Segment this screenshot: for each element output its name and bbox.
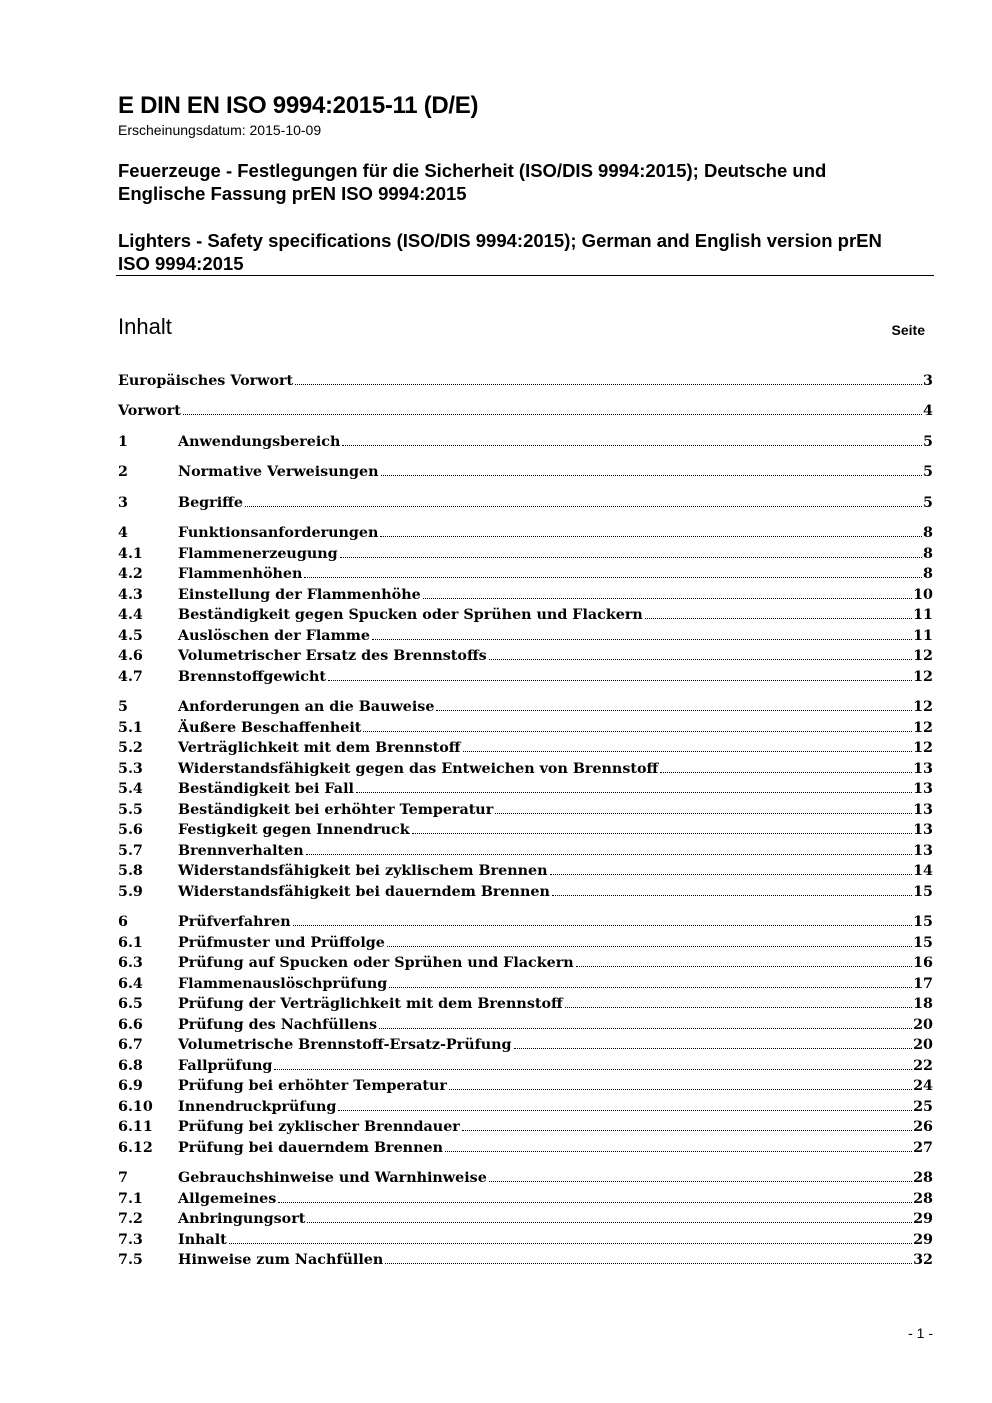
toc-entry-page: 12	[913, 740, 933, 756]
toc-leader-dots	[489, 1181, 912, 1182]
toc-entry-page: 8	[923, 566, 933, 582]
toc-entry-number: 6.3	[118, 955, 143, 971]
toc-entry-page: 13	[913, 761, 933, 777]
toc-entry-page: 13	[913, 843, 933, 859]
toc-leader-dots	[385, 1263, 912, 1264]
toc-entry-title: Allgemeines	[178, 1191, 277, 1207]
toc-entry-title: Prüfung der Verträglichkeit mit dem Brennstoff	[178, 996, 563, 1012]
toc-entry[interactable]	[118, 585, 933, 605]
toc-leader-dots	[436, 710, 912, 711]
toc-leader-dots	[363, 731, 912, 732]
toc-entry-page: 29	[913, 1232, 933, 1248]
toc-entry[interactable]	[118, 605, 933, 625]
toc-entry-page: 24	[913, 1078, 933, 1094]
toc-entry-number: 2	[118, 464, 128, 480]
toc-entry[interactable]	[118, 882, 933, 902]
toc-entry-title: Festigkeit gegen Innendruck	[178, 822, 410, 838]
toc-entry-page: 13	[913, 802, 933, 818]
toc-entry-number: 5.6	[118, 822, 143, 838]
toc-entry-number: 6.8	[118, 1058, 143, 1074]
toc-entry-number: 6	[118, 914, 128, 930]
toc-leader-dots	[576, 966, 912, 967]
toc-entry-title: Prüfung bei erhöhter Temperatur	[178, 1078, 447, 1094]
toc-leader-dots	[423, 598, 912, 599]
toc-entry-page: 8	[923, 546, 933, 562]
toc-entry[interactable]	[118, 697, 933, 717]
toc-entry[interactable]	[118, 493, 933, 513]
toc-entry-page: 3	[923, 373, 933, 389]
toc-entry[interactable]	[118, 912, 933, 932]
toc-entry[interactable]	[118, 1015, 933, 1035]
toc-leader-dots	[489, 659, 912, 660]
toc-entry[interactable]	[118, 933, 933, 953]
toc-entry[interactable]	[118, 1230, 933, 1250]
toc-entry-number: 5.7	[118, 843, 143, 859]
toc-entry[interactable]	[118, 1117, 933, 1137]
toc-leader-dots	[356, 792, 912, 793]
toc-entry[interactable]	[118, 564, 933, 584]
toc-entry-page: 15	[913, 935, 933, 951]
toc-entry-page: 20	[913, 1017, 933, 1033]
toc-leader-dots	[381, 475, 923, 476]
toc-entry-number: 6.1	[118, 935, 143, 951]
toc-entry-page: 17	[913, 976, 933, 992]
toc-entry-page: 8	[923, 525, 933, 541]
toc-entry[interactable]	[118, 1168, 933, 1188]
toc-entry-page: 16	[913, 955, 933, 971]
toc-leader-dots	[342, 445, 922, 446]
toc-entry-page: 13	[913, 822, 933, 838]
toc-entry-number: 7.5	[118, 1252, 143, 1268]
toc-entry-number: 5.4	[118, 781, 143, 797]
toc-entry-page: 11	[913, 607, 933, 623]
toc-leader-dots	[463, 751, 913, 752]
toc-leader-dots	[552, 895, 912, 896]
toc-entry-number: 6.7	[118, 1037, 143, 1053]
toc-entry[interactable]	[118, 371, 933, 391]
toc-entry-title: Anwendungsbereich	[178, 434, 341, 450]
toc-entry[interactable]	[118, 1056, 933, 1076]
toc-entry-title: Gebrauchshinweise und Warnhinweise	[178, 1170, 487, 1186]
toc-entry-page: 12	[913, 648, 933, 664]
toc-entry[interactable]	[118, 1250, 933, 1270]
toc-entry[interactable]	[118, 994, 933, 1014]
toc-entry[interactable]	[118, 779, 933, 799]
toc-entry-number: 6.12	[118, 1140, 153, 1156]
toc-entry[interactable]	[118, 667, 933, 687]
toc-leader-dots	[645, 618, 912, 619]
toc-entry[interactable]	[118, 1209, 933, 1229]
toc-entry-title: Volumetrische Brennstoff-Ersatz-Prüfung	[178, 1037, 512, 1053]
toc-entry[interactable]	[118, 544, 933, 564]
toc-leader-dots	[245, 506, 922, 507]
toc-page-column-label: Seite	[891, 322, 925, 338]
toc-entry[interactable]	[118, 1097, 933, 1117]
toc-entry-number: 7.1	[118, 1191, 143, 1207]
toc-entry-page: 5	[923, 464, 933, 480]
toc-entry-title: Anforderungen an die Bauweise	[178, 699, 435, 715]
toc-entry-page: 5	[923, 434, 933, 450]
toc-entry-title: Inhalt	[178, 1232, 227, 1248]
toc-leader-dots	[389, 987, 912, 988]
toc-entry-page: 27	[913, 1140, 933, 1156]
toc-entry-number: 5.5	[118, 802, 143, 818]
toc-entry-title: Anbringungsort	[178, 1211, 306, 1227]
toc-entry-page: 22	[913, 1058, 933, 1074]
toc-entry-number: 4.5	[118, 628, 143, 644]
toc-entry-page: 14	[913, 863, 933, 879]
toc-entry-title: Flammenauslöschprüfung	[178, 976, 388, 992]
toc-entry-number: 7.2	[118, 1211, 143, 1227]
toc-entry-title: Prüfung bei zyklischer Brenndauer	[178, 1119, 460, 1135]
toc-entry-page: 12	[913, 669, 933, 685]
toc-entry-page: 26	[913, 1119, 933, 1135]
toc-entry-number: 4.1	[118, 546, 143, 562]
toc-entry-title: Brennstoffgewicht	[178, 669, 326, 685]
toc-leader-dots	[278, 1202, 912, 1203]
toc-leader-dots	[274, 1069, 912, 1070]
toc-entry-page: 32	[913, 1252, 933, 1268]
toc-entry[interactable]	[118, 523, 933, 543]
toc-entry-number: 6.9	[118, 1078, 143, 1094]
toc-leader-dots	[412, 833, 912, 834]
toc-entry[interactable]	[118, 953, 933, 973]
toc-entry-title: Beständigkeit bei erhöhter Temperatur	[178, 802, 494, 818]
toc-leader-dots	[660, 772, 912, 773]
toc-entry[interactable]	[118, 1076, 933, 1096]
toc-entry[interactable]	[118, 841, 933, 861]
toc-entry-number: 5.3	[118, 761, 143, 777]
toc-leader-dots	[183, 414, 922, 415]
toc-entry-page: 12	[913, 699, 933, 715]
toc-entry-page: 5	[923, 495, 933, 511]
toc-entry-page: 15	[913, 914, 933, 930]
toc-entry-title: Auslöschen der Flamme	[178, 628, 370, 644]
toc-entry-title: Flammenhöhen	[178, 566, 303, 582]
toc-entry[interactable]	[118, 718, 933, 738]
toc-entry-page: 13	[913, 781, 933, 797]
toc-entry[interactable]	[118, 820, 933, 840]
toc-entry-page: 28	[913, 1191, 933, 1207]
toc-leader-dots	[387, 946, 912, 947]
toc-entry-title: Innendruckprüfung	[178, 1099, 337, 1115]
toc-entry-number: 5	[118, 699, 128, 715]
toc-entry-page: 15	[913, 884, 933, 900]
toc-leader-dots	[514, 1048, 913, 1049]
toc-entry-title: Flammenerzeugung	[178, 546, 338, 562]
toc-leader-dots	[565, 1007, 912, 1008]
toc-entry[interactable]	[118, 861, 933, 881]
toc-leader-dots	[550, 874, 913, 875]
toc-entry-title: Fallprüfung	[178, 1058, 273, 1074]
toc-entry[interactable]	[118, 738, 933, 758]
toc-entry-number: 6.11	[118, 1119, 153, 1135]
toc-entry[interactable]	[118, 1138, 933, 1158]
toc-leader-dots	[495, 813, 912, 814]
toc-leader-dots	[229, 1243, 912, 1244]
toc-entry[interactable]	[118, 432, 933, 452]
toc-entry-number: 5.8	[118, 863, 143, 879]
toc-entry-title: Hinweise zum Nachfüllen	[178, 1252, 384, 1268]
toc-entry-number: 4.6	[118, 648, 143, 664]
toc-entry-number: 4.3	[118, 587, 143, 603]
toc-entry[interactable]	[118, 646, 933, 666]
toc-leader-dots	[380, 536, 922, 537]
toc-entry-title: Volumetrischer Ersatz des Brennstoffs	[178, 648, 487, 664]
toc-leader-dots	[293, 925, 912, 926]
toc-entry-title: Beständigkeit bei Fall	[178, 781, 354, 797]
toc-entry-number: 5.2	[118, 740, 143, 756]
toc-entry-page: 18	[913, 996, 933, 1012]
toc-entry-number: 4.2	[118, 566, 143, 582]
toc-entry-title: Verträglichkeit mit dem Brennstoff	[178, 740, 461, 756]
toc-entry-page: 20	[913, 1037, 933, 1053]
toc-entry-title: Widerstandsfähigkeit bei dauerndem Brennen	[178, 884, 550, 900]
toc-entry-page: 10	[913, 587, 933, 603]
toc-leader-dots	[307, 1222, 912, 1223]
toc-leader-dots	[338, 1110, 912, 1111]
toc-entry-title: Widerstandsfähigkeit gegen das Entweichen von Brennstoff	[178, 761, 659, 777]
toc-entry-number: 6.4	[118, 976, 143, 992]
toc-entry-title: Prüfverfahren	[178, 914, 291, 930]
toc-entry-number: 1	[118, 434, 128, 450]
toc-entry-title: Einstellung der Flammenhöhe	[178, 587, 421, 603]
toc-entry-page: 28	[913, 1170, 933, 1186]
toc-entry[interactable]	[118, 800, 933, 820]
toc-leader-dots	[379, 1028, 912, 1029]
page-number: - 1 -	[908, 1325, 933, 1341]
toc-heading: Inhalt	[118, 314, 172, 339]
toc-entry-title: Europäisches Vorwort	[118, 373, 294, 389]
toc-entry-number: 7.3	[118, 1232, 143, 1248]
toc-entry-number: 4.4	[118, 607, 143, 623]
toc-entry-number: 6.10	[118, 1099, 153, 1115]
toc-entry[interactable]	[118, 759, 933, 779]
toc-entry-title: Prüfmuster und Prüffolge	[178, 935, 385, 951]
toc-leader-dots	[445, 1151, 912, 1152]
toc-entry-number: 6.5	[118, 996, 143, 1012]
toc-entry-title: Prüfung des Nachfüllens	[178, 1017, 378, 1033]
toc-leader-dots	[449, 1089, 912, 1090]
document-id: E DIN EN ISO 9994:2015-11 (D/E)	[118, 92, 479, 119]
toc-entry-title: Prüfung bei dauerndem Brennen	[178, 1140, 443, 1156]
title-german: Feuerzeuge - Festlegungen für die Sicherheit (ISO/DIS 9994:2015); Deutsche und Englische Fassung prEN ISO 9994:2015	[118, 160, 827, 204]
toc-entry-number: 7	[118, 1170, 128, 1186]
toc-leader-dots	[304, 577, 922, 578]
toc-entry-page: 29	[913, 1211, 933, 1227]
toc-entry-number: 6.6	[118, 1017, 143, 1033]
toc-entry-page: 12	[913, 720, 933, 736]
toc-entry-title: Normative Verweisungen	[178, 464, 379, 480]
toc-entry-title: Funktionsanforderungen	[178, 525, 379, 541]
publication-date: Erscheinungsdatum: 2015-10-09	[118, 122, 322, 138]
title-english: Lighters - Safety specifications (ISO/DIS 9994:2015); German and English version prEN ISO 9994:2015	[118, 230, 882, 274]
toc-entry[interactable]	[118, 401, 933, 421]
toc-entry[interactable]	[118, 1035, 933, 1055]
toc-entry-number: 5.9	[118, 884, 143, 900]
toc-entry-page: 4	[923, 403, 933, 419]
toc-leader-dots	[462, 1130, 912, 1131]
toc-entry-number: 3	[118, 495, 128, 511]
toc-entry-number: 4	[118, 525, 128, 541]
toc-leader-dots	[340, 557, 922, 558]
toc-entry-page: 25	[913, 1099, 933, 1115]
toc-leader-dots	[372, 639, 912, 640]
toc-entry[interactable]	[118, 974, 933, 994]
toc-entry-title: Prüfung auf Spucken oder Sprühen und Flackern	[178, 955, 574, 971]
toc-entry-title: Widerstandsfähigkeit bei zyklischem Brennen	[178, 863, 548, 879]
toc-entry-title: Beständigkeit gegen Spucken oder Sprühen und Flackern	[178, 607, 643, 623]
toc-entry[interactable]	[118, 626, 933, 646]
toc-entry-title: Äußere Beschaffenheit	[178, 720, 362, 736]
toc-entry-number: 5.1	[118, 720, 143, 736]
toc-entry[interactable]	[118, 462, 933, 482]
toc-entry-title: Begriffe	[178, 495, 243, 511]
toc-entry-title: Vorwort	[118, 403, 181, 419]
toc-entry[interactable]	[118, 1189, 933, 1209]
toc-entry-number: 4.7	[118, 669, 143, 685]
toc-leader-dots	[306, 854, 912, 855]
toc-leader-dots	[295, 384, 922, 385]
toc-leader-dots	[328, 680, 912, 681]
toc-entry-title: Brennverhalten	[178, 843, 304, 859]
table-of-contents	[118, 0, 933, 1403]
toc-entry-page: 11	[913, 628, 933, 644]
